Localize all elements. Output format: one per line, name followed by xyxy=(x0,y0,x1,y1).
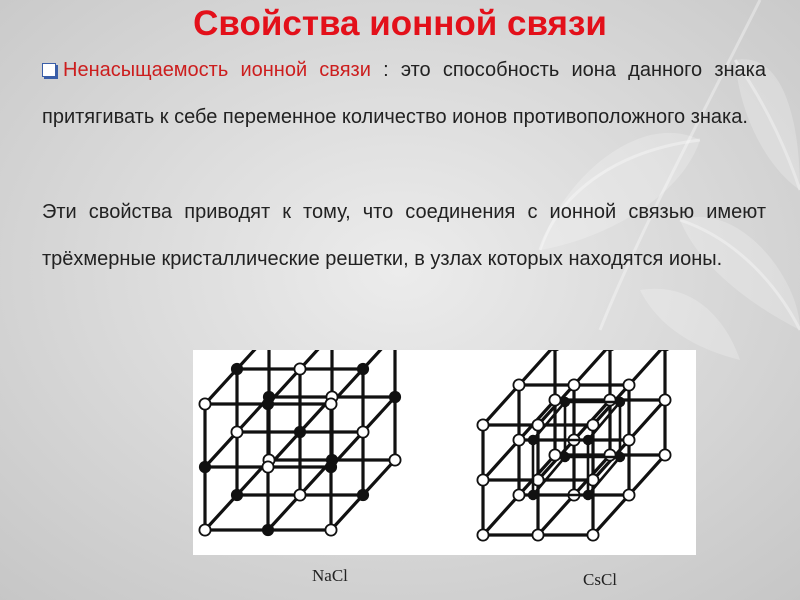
properties-paragraph: Эти свойства приводят к тому, что соединения с ионной связью имеют трёхмерные кристаллические решетки, в узлах которых находятся ионы. xyxy=(42,201,766,270)
cation-node xyxy=(357,426,368,437)
anion-node xyxy=(358,490,368,500)
cesium-node xyxy=(560,452,570,462)
anion-node xyxy=(390,392,400,402)
definition-rest: данного знака притягивать к себе переменное количество ионов противоположного знака. xyxy=(42,59,766,128)
term-label: Ненасыщаемость ионной связи xyxy=(63,59,371,81)
cation-node xyxy=(604,394,615,405)
cation-node xyxy=(199,524,210,535)
cation-node xyxy=(532,529,543,540)
cation-node xyxy=(623,489,634,500)
cation-node xyxy=(659,449,670,460)
cation-node xyxy=(325,398,336,409)
definition-line1: : это способность иона xyxy=(370,59,616,81)
cation-node xyxy=(513,434,524,445)
cesium-node xyxy=(615,452,625,462)
nacl-lattice-diagram xyxy=(195,350,405,555)
anion-node xyxy=(232,490,242,500)
cesium-node xyxy=(615,397,625,407)
cation-node xyxy=(294,363,305,374)
anion-node xyxy=(358,364,368,374)
cesium-node xyxy=(528,490,538,500)
cesium-node xyxy=(583,435,593,445)
cation-node xyxy=(199,398,210,409)
cation-node xyxy=(587,529,598,540)
anion-node xyxy=(326,462,336,472)
cesium-node xyxy=(528,435,538,445)
slide-title: Свойства ионной связи xyxy=(193,4,607,43)
cation-node xyxy=(549,394,560,405)
definition-paragraph xyxy=(42,47,766,141)
cation-node xyxy=(262,461,273,472)
anion-node xyxy=(263,525,273,535)
cscl-caption: CsCl xyxy=(583,570,618,589)
cation-node xyxy=(231,426,242,437)
cation-node xyxy=(623,434,634,445)
anion-node xyxy=(263,399,273,409)
cation-node xyxy=(325,524,336,535)
cation-node xyxy=(477,419,488,430)
cation-node xyxy=(549,449,560,460)
cation-node xyxy=(659,394,670,405)
cesium-node xyxy=(560,397,570,407)
cation-node xyxy=(513,379,524,390)
lattice-bonds xyxy=(205,350,395,530)
cscl-lattice-diagram xyxy=(463,350,693,555)
cation-node xyxy=(294,489,305,500)
cation-node xyxy=(389,454,400,465)
cation-node xyxy=(477,474,488,485)
cesium-node xyxy=(583,490,593,500)
anion-node xyxy=(232,364,242,374)
anion-node xyxy=(295,427,305,437)
cation-node xyxy=(513,489,524,500)
anion-node xyxy=(200,462,210,472)
cation-node xyxy=(477,529,488,540)
cation-node xyxy=(623,379,634,390)
lattice-images-panel xyxy=(193,350,696,555)
cation-node xyxy=(568,379,579,390)
cation-node xyxy=(604,449,615,460)
nacl-caption: NaCl xyxy=(312,566,348,585)
checkbox-bullet-icon xyxy=(42,63,56,77)
